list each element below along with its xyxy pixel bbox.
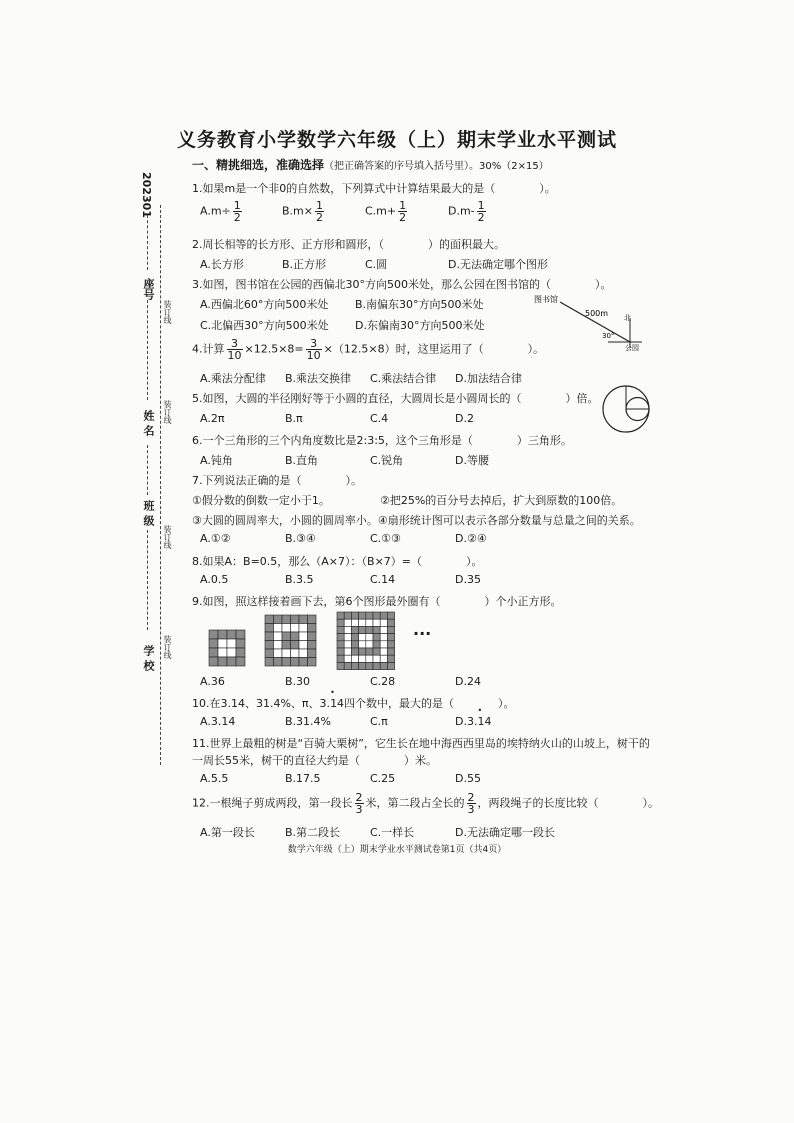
section-title: 一、精挑细选，准确选择 [192, 158, 325, 172]
q9-small-square [351, 612, 358, 619]
q9-small-square [291, 624, 300, 633]
q9-small-square [337, 648, 344, 655]
q4-stem [192, 338, 544, 361]
frac-den: 2 [233, 211, 241, 224]
frac-num: 1 [477, 199, 485, 212]
q10-option-b: B.31.4% [285, 715, 331, 728]
q9-small-square [299, 641, 308, 650]
q9-small-square [299, 632, 308, 641]
q9-figure-2 [265, 615, 316, 666]
q9-small-square [344, 626, 351, 633]
q6-option-c: C.锐角 [370, 454, 404, 467]
q9-small-square [373, 655, 380, 662]
q10-option-d [455, 715, 491, 728]
q9-small-square [308, 632, 317, 641]
q9-small-square [308, 624, 317, 633]
q5-circles-figure [600, 383, 652, 435]
q9-small-square [308, 658, 317, 667]
q1-option-c [365, 200, 409, 223]
q3-option-c: C.北偏西30°方向500米处 [200, 319, 329, 332]
q8-option-b: B.3.5 [285, 573, 314, 586]
q3-library-label: 图书馆 [534, 295, 558, 304]
q1-c-label: C.m+ [365, 204, 397, 218]
q9-small-square [236, 639, 245, 648]
q9-small-square [380, 612, 387, 619]
frac-den: 3 [467, 803, 475, 816]
q11-stem-line-1: 11.世界上最粗的树是“百骑大栗树”，它生长在地中海西西里岛的埃特纳火山的山坡上，树干的 [192, 737, 650, 750]
q1-b-frac [315, 200, 324, 223]
q6-option-b: B.直角 [285, 454, 319, 467]
q9-small-square [265, 658, 274, 667]
class-line [147, 530, 148, 630]
frac-den: 3 [355, 803, 363, 816]
q11-option-b: B.17.5 [285, 772, 321, 785]
q11-option-d: D.55 [455, 772, 481, 785]
q9-small-square [299, 649, 308, 658]
q9-small-square [282, 615, 291, 624]
q9-small-square [274, 615, 283, 624]
q7-statement-3-4: ③大圆的圆周率大，小圆的圆周率小。④扇形统计图可以表示各部分数量与总量之间的关系。 [192, 514, 641, 527]
q9-small-square [227, 639, 236, 648]
q9-small-square [351, 655, 358, 662]
q9-small-square [337, 634, 344, 641]
q5-option-a: A.2π [200, 412, 225, 425]
q2-option-c: C.圆 [365, 258, 388, 271]
q9-small-square [380, 626, 387, 633]
q3-north-label: 北 [624, 314, 631, 322]
q9-small-square [274, 632, 283, 641]
q9-small-square [387, 641, 394, 648]
q12-option-c: C.一样长 [370, 826, 415, 839]
q9-small-square [344, 612, 351, 619]
q9-ellipsis: ··· [413, 624, 432, 643]
seal-dashed-line [160, 205, 161, 765]
q9-small-square [344, 641, 351, 648]
q9-small-square [344, 619, 351, 626]
q2-option-b: B.正方形 [282, 258, 327, 271]
q9-small-square [366, 619, 373, 626]
frac-den: 2 [399, 211, 407, 224]
q1-d-frac [477, 200, 486, 223]
q9-small-square [337, 612, 344, 619]
q9-small-square [236, 657, 245, 666]
q1-d-label: D.m- [448, 204, 475, 218]
q9-small-square [359, 655, 366, 662]
frac-num: 2 [467, 791, 475, 804]
q12-frac-2 [467, 792, 476, 815]
q9-small-square [387, 655, 394, 662]
section-heading [192, 156, 549, 173]
q9-small-square [299, 615, 308, 624]
q9-small-square [351, 626, 358, 633]
frac-den: 10 [227, 349, 242, 362]
q4-mid: ×12.5×8= [244, 342, 304, 356]
q9-small-square [265, 632, 274, 641]
q12-frac-1 [355, 792, 364, 815]
q9-small-square [380, 648, 387, 655]
q8-option-c: C.14 [370, 573, 396, 586]
q9-small-square [387, 612, 394, 619]
q9-small-square [227, 657, 236, 666]
q8-option-a: A.0.5 [200, 573, 229, 586]
q9-small-square [282, 649, 291, 658]
seat-label: 座号 [142, 278, 155, 300]
frac-den: 2 [315, 211, 323, 224]
q7-option-b: B.③④ [285, 532, 316, 545]
q9-small-square [366, 612, 373, 619]
q12-option-a: A.第一段长 [200, 826, 255, 839]
q9-small-square [282, 632, 291, 641]
q3-option-b: B.南偏东30°方向500米处 [355, 298, 484, 311]
q9-small-square [344, 648, 351, 655]
q9-square-pattern-figure [205, 610, 440, 672]
q3-direction-figure [530, 290, 650, 352]
q9-small-square [265, 624, 274, 633]
q9-small-square [373, 612, 380, 619]
q9-option-b: B.30 [285, 675, 311, 688]
q8-option-d: D.35 [455, 573, 481, 586]
q9-small-square [337, 655, 344, 662]
q5-option-d: D.2 [455, 412, 474, 425]
q3-stem: 3.如图，图书馆在公园的西偏北30°方向500米处，那么公园在图书馆的（ ）。 [192, 278, 612, 291]
q9-small-square [359, 612, 366, 619]
q9-small-square [291, 658, 300, 667]
q9-small-square [373, 662, 380, 669]
q10-d-repeating-digits: • 14 [477, 715, 491, 728]
code-line [147, 215, 148, 270]
frac-num: 3 [227, 338, 243, 350]
q9-small-square [373, 619, 380, 626]
q9-small-square [337, 662, 344, 669]
q9-option-c: C.28 [370, 675, 396, 688]
q9-small-square [274, 641, 283, 650]
q1-a-label: A.m÷ [200, 204, 231, 218]
q9-small-square [380, 655, 387, 662]
q6-option-d: D.等腰 [455, 454, 489, 467]
q9-small-square [387, 662, 394, 669]
q9-small-square [218, 630, 227, 639]
q10-pre: 10.在3.14、31.4%、π、3. [192, 697, 331, 710]
q11-stem-line-2: 一周长55米，树干的直径大约是（ ）米。 [192, 754, 437, 767]
q9-option-a: A.36 [200, 675, 225, 688]
q9-small-square [299, 624, 308, 633]
q9-small-square [291, 649, 300, 658]
q9-figure-1 [209, 630, 245, 666]
q9-small-square [218, 648, 227, 657]
q3-option-d: D.东偏南30°方向500米处 [355, 319, 485, 332]
q7-statement-2: ②把25%的百分号去掉后，扩大到原数的100倍。 [380, 494, 623, 507]
frac-num: 2 [355, 791, 363, 804]
q1-option-b [282, 200, 326, 223]
q2-stem: 2.周长相等的长方形、正方形和圆形，（ ）的面积最大。 [192, 238, 505, 251]
q12-pre: 12.一根绳子剪成两段，第一段长 [192, 796, 353, 810]
q9-small-square [274, 649, 283, 658]
q9-small-square [274, 624, 283, 633]
q9-small-square [387, 619, 394, 626]
q10-option-a: A.3.14 [200, 715, 236, 728]
frac-num: 3 [306, 338, 322, 350]
section-hint: （把正确答案的序号填入括号里）。30%（2×15） [324, 161, 549, 172]
q1-stem: 1.如果m是一个非0的自然数，下列算式中计算结果最大的是（ ）。 [192, 182, 556, 195]
q3-path-line [560, 302, 630, 342]
q9-small-square [351, 641, 358, 648]
q9-small-square [337, 626, 344, 633]
q5-stem: 5.如图，大圆的半径刚好等于小圆的直径，大圆周长是小圆周长的（ ）倍。 [192, 392, 599, 405]
q5-option-b: B.π [285, 412, 303, 425]
q9-small-square [366, 641, 373, 648]
seal-label-1: 装订线 [163, 300, 172, 324]
seal-label-3: 装订线 [163, 525, 172, 549]
q4-frac-1 [227, 338, 243, 361]
q10-post: 四个数中，最大的是（ ）。 [344, 697, 515, 710]
q9-small-square [359, 619, 366, 626]
q10-d-pre: D.3. [455, 715, 478, 728]
q9-small-square [282, 658, 291, 667]
frac-num: 1 [315, 199, 323, 212]
q9-small-square [236, 630, 245, 639]
frac-den: 2 [477, 211, 485, 224]
q9-small-square [344, 655, 351, 662]
frac-num: 1 [233, 199, 241, 212]
q9-small-square [265, 615, 274, 624]
q9-small-square [218, 657, 227, 666]
q4-option-b: B.乘法交换律 [285, 372, 352, 385]
q9-small-square [387, 626, 394, 633]
q9-small-square [209, 639, 218, 648]
q9-small-square [366, 655, 373, 662]
q9-small-square [359, 662, 366, 669]
q9-option-d: D.24 [455, 675, 481, 688]
q9-small-square [380, 641, 387, 648]
q9-small-square [366, 634, 373, 641]
q3-option-a: A.西偏北60°方向500米处 [200, 298, 329, 311]
q9-small-square [282, 641, 291, 650]
q7-option-c: C.①③ [370, 532, 401, 545]
q3-angle-label: 30° [602, 332, 615, 340]
q2-option-a: A.长方形 [200, 258, 244, 271]
q1-c-frac [398, 200, 407, 223]
page-title: 义务教育小学数学六年级（上）期末学业水平测试 [176, 129, 617, 151]
q9-small-square [209, 657, 218, 666]
class-label: 班 级 [142, 500, 155, 526]
q9-small-square [359, 634, 366, 641]
q9-small-square [351, 619, 358, 626]
q12-stem [192, 792, 659, 815]
q9-small-square [359, 641, 366, 648]
q11-option-c: C.25 [370, 772, 396, 785]
q7-statement-1: ①假分数的倒数一定小于1。 [192, 494, 330, 507]
q9-small-square [291, 641, 300, 650]
q8-stem: 8.如果A：B=0.5，那么（A×7）：（B×7）=（ ）。 [192, 555, 483, 568]
q9-small-square [359, 626, 366, 633]
q9-small-square [351, 662, 358, 669]
q1-b-label: B.m× [282, 204, 313, 218]
q9-small-square [373, 626, 380, 633]
q9-small-square [308, 615, 317, 624]
q9-small-square [387, 648, 394, 655]
frac-num: 1 [399, 199, 407, 212]
q9-small-square [282, 624, 291, 633]
q12-post: ，两段绳子的长度比较（ ）。 [477, 796, 659, 810]
name-label: 姓 名 [142, 410, 155, 436]
q1-a-frac [233, 200, 242, 223]
q9-small-square [351, 634, 358, 641]
frac-den: 10 [306, 349, 321, 362]
q9-small-square [236, 648, 245, 657]
q3-distance-label: 500m [585, 309, 609, 318]
q9-small-square [337, 619, 344, 626]
q9-small-square [344, 634, 351, 641]
seal-label-4: 装订线 [163, 635, 172, 659]
page-footer: 数学六年级（上）期末学业水平测试卷第1页（共4页） [287, 845, 507, 855]
q9-small-square [366, 648, 373, 655]
q9-small-square [209, 648, 218, 657]
q4-frac-2 [306, 338, 322, 361]
q4-post: ×（12.5×8）时，这里运用了（ ）。 [323, 342, 545, 356]
name-line [147, 445, 148, 495]
seat-line [147, 300, 148, 400]
q12-option-d: D.无法确定哪一段长 [455, 826, 555, 839]
q7-stem: 7.下列说法正确的是（ ）。 [192, 474, 362, 487]
q9-small-square [291, 632, 300, 641]
seal-label-2: 装订线 [163, 400, 172, 424]
q9-small-square [209, 630, 218, 639]
q9-small-square [265, 641, 274, 650]
q9-small-square [344, 662, 351, 669]
q6-option-a: A.钝角 [200, 454, 233, 467]
q9-small-square [308, 649, 317, 658]
q9-small-square [359, 648, 366, 655]
q9-small-square [366, 662, 373, 669]
q11-option-a: A.5.5 [200, 772, 229, 785]
q7-option-d: D.②④ [455, 532, 487, 545]
q9-small-square [227, 630, 236, 639]
q1-option-a [200, 200, 244, 223]
q9-small-square [291, 615, 300, 624]
q9-small-square [299, 658, 308, 667]
q10-repeating-digits: • 14 [330, 697, 344, 710]
q9-small-square [373, 634, 380, 641]
q9-small-square [351, 648, 358, 655]
q5-option-c: C.4 [370, 412, 389, 425]
q10-option-c: C.π [370, 715, 388, 728]
q9-small-square [373, 648, 380, 655]
q6-stem: 6.一个三角形的三个内角度数比是2:3:5，这个三角形是（ ）三角形。 [192, 434, 572, 447]
q12-mid: 米，第二段占全长的 [365, 796, 465, 810]
q9-small-square [373, 641, 380, 648]
q9-small-square [227, 648, 236, 657]
q9-small-square [380, 662, 387, 669]
q12-option-b: B.第二段长 [285, 826, 341, 839]
q4-option-d: D.加法结合律 [455, 372, 522, 385]
q9-figure-3 [337, 612, 395, 670]
q10-stem [192, 695, 515, 711]
q4-option-c: C.乘法结合律 [370, 372, 437, 385]
q4-option-a: A.乘法分配律 [200, 372, 266, 385]
q9-small-square [308, 641, 317, 650]
q9-small-square [274, 658, 283, 667]
exam-code: 202301 [140, 172, 153, 218]
q9-small-square [218, 639, 227, 648]
q9-small-square [380, 619, 387, 626]
q3-park-label: 公园 [625, 344, 639, 352]
q9-small-square [380, 634, 387, 641]
q9-small-square [366, 626, 373, 633]
q4-pre: 4.计算 [192, 342, 225, 356]
q9-small-square [265, 649, 274, 658]
q9-small-square [387, 634, 394, 641]
q9-stem: 9.如图，照这样接着画下去，第6个图形最外圈有（ ）个小正方形。 [192, 595, 562, 608]
q2-option-d: D.无法确定哪个图形 [448, 258, 548, 271]
q7-option-a: A.①② [200, 532, 231, 545]
q1-option-d [448, 200, 488, 223]
q9-small-square [337, 641, 344, 648]
school-label: 学 校 [142, 645, 155, 671]
